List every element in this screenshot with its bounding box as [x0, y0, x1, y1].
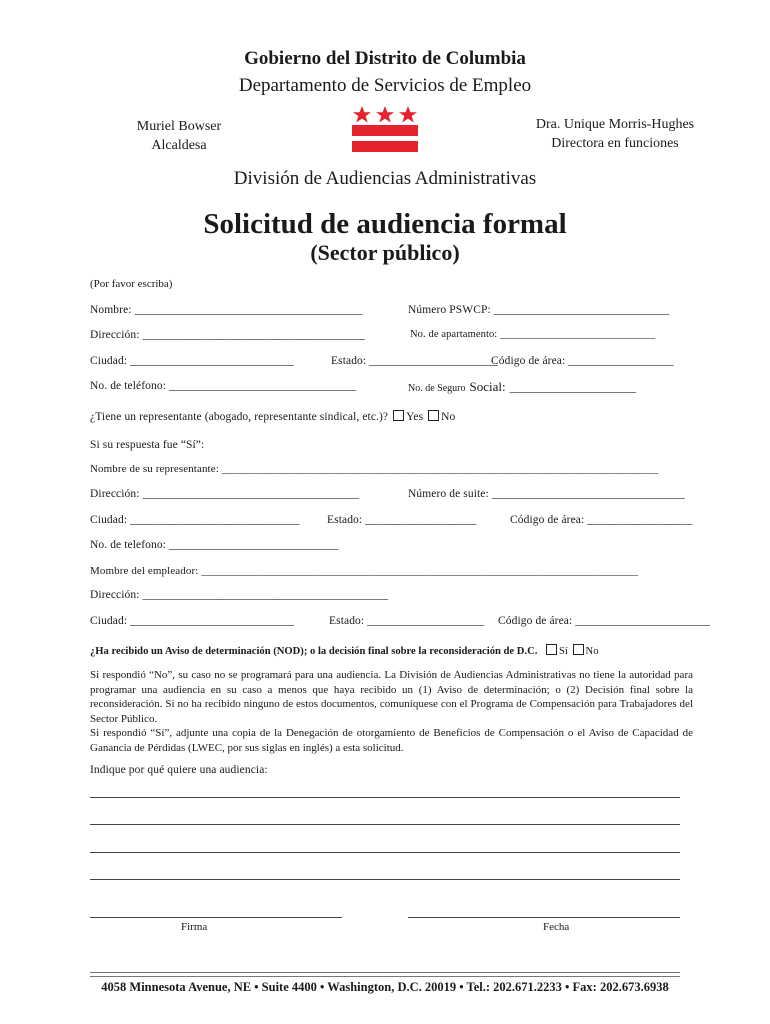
rep-area-code-field[interactable]: Código de área: __________________	[510, 514, 693, 526]
nod-question-text: ¿Ha recibido un Aviso de determinación (NOD); o la decisión final sobre la reconsideración de D.C.	[90, 646, 538, 657]
address-field[interactable]: Dirección: ______________________________________	[90, 329, 365, 341]
employer-area-code-field[interactable]: Código de área: _______________________	[498, 615, 710, 627]
city-field[interactable]: Ciudad: ____________________________	[90, 355, 294, 367]
rep-state-field[interactable]: Estado: ___________________	[327, 514, 477, 526]
type-note: (Por favor escriba)	[90, 278, 173, 290]
ssn-field[interactable]	[408, 378, 636, 396]
if-yes-note: Si su respuesta fue “Sí”:	[90, 439, 205, 451]
rep-suite-field[interactable]: Número de suite: _________________________________	[408, 488, 685, 500]
footer-address: 4058 Minnesota Avenue, NE • Suite 4400 • Washington, D.C. 20019 • Tel.: 202.671.2233 • Fax: 202.673.6938	[101, 980, 669, 994]
nod-yes-label: Sí	[559, 646, 568, 657]
nod-question	[90, 644, 599, 657]
signature-label: Firma	[181, 921, 208, 933]
date-line[interactable]	[408, 917, 680, 918]
reason-prompt: Indique por qué quiere una audiencia:	[90, 764, 268, 776]
date-label: Fecha	[543, 921, 570, 933]
page-title: Solicitud de audiencia formal	[203, 208, 567, 240]
representative-question-text: ¿Tiene un representante (abogado, representante sindical, etc.)?	[90, 411, 389, 423]
flag-star-center	[376, 106, 394, 123]
rep-no-checkbox[interactable]	[428, 410, 439, 421]
representative-name-field[interactable]: Nombre de su representante: ______________________________________________________________________________	[90, 463, 659, 475]
footer-rule	[90, 972, 680, 977]
apartment-field[interactable]: No. de apartamento: _____________________________	[410, 329, 656, 340]
name-field[interactable]: Nombre: _______________________________________	[90, 304, 363, 316]
reason-line-3[interactable]	[90, 852, 680, 853]
page-subtitle: (Sector público)	[310, 240, 460, 265]
employer-address-field[interactable]: Dirección: __________________________________________	[90, 589, 389, 601]
ssn-prefix: No. de Seguro	[408, 383, 466, 394]
state-field[interactable]: Estado: ______________________	[331, 355, 498, 367]
rep-city-field[interactable]: Ciudad: _____________________________	[90, 514, 300, 526]
employer-state-field[interactable]: Estado: ____________________	[329, 615, 485, 627]
rep-address-field[interactable]: Dirección: _____________________________________	[90, 488, 359, 500]
reason-line-2[interactable]	[90, 824, 680, 825]
rep-no-label: No	[441, 411, 456, 423]
phone-field[interactable]: No. de teléfono: ________________________________	[90, 380, 357, 392]
mayor-name: Muriel Bowser	[136, 119, 222, 134]
nod-yes-checkbox[interactable]	[546, 644, 557, 655]
nod-no-checkbox[interactable]	[573, 644, 584, 655]
area-code-field[interactable]: Código de área: __________________	[491, 355, 674, 367]
dc-flag-icon	[352, 106, 418, 154]
nod-no-label: No	[585, 646, 599, 657]
yes-answer-paragraph: Si respondió “Sí”, adjunte una copia de la Denegación de otorgamiento de Beneficios de Compensación o el Aviso de Capacidad de Ganancia de Pérdidas (LWEC, por sus siglas en inglés) a esta solicitud.	[90, 727, 693, 754]
reason-line-1[interactable]	[90, 797, 680, 798]
signature-line[interactable]	[90, 917, 342, 918]
director-name: Dra. Unique Morris-Hughes	[535, 117, 695, 132]
department-heading: Departamento de Servicios de Empleo	[238, 75, 532, 96]
director-title: Directora en funciones	[551, 136, 679, 151]
government-heading: Gobierno del Distrito de Columbia	[244, 48, 526, 69]
reason-line-4[interactable]	[90, 879, 680, 880]
flag-bar-top	[352, 125, 418, 136]
representative-question	[90, 410, 455, 423]
division-heading: División de Audiencias Administrativas	[233, 168, 537, 189]
flag-bar-bottom	[352, 141, 418, 152]
mayor-title: Alcaldesa	[151, 138, 207, 153]
rep-yes-checkbox[interactable]	[393, 410, 404, 421]
ssn-label: Social:	[469, 379, 506, 394]
pswcp-number-field[interactable]: Número PSWCP: ______________________________	[408, 304, 670, 316]
no-answer-paragraph: Si respondió “No”, su caso no se programará para una audiencia. La División de Audiencias Administrativas no tiene la autoridad para programar una audiencia en su caso a menos que haya recibido un (1) Aviso de determinación; o (2) Decisión final sobre la reconsideración. Si no ha recibido ninguno de estos documentos, comuníquese con el Programa de Compensación para Trabajadores del Sector Público.	[90, 669, 693, 725]
rep-phone-field[interactable]: No. de telefono: _____________________________	[90, 539, 339, 551]
flag-star-right	[399, 106, 417, 123]
rep-yes-label: Yes	[406, 411, 424, 423]
ssn-blank: ______________________	[509, 382, 637, 394]
director-block	[525, 115, 705, 153]
flag-star-left	[353, 106, 371, 123]
employer-city-field[interactable]: Ciudad: ____________________________	[90, 615, 294, 627]
employer-name-field[interactable]: Mombre del empleador: ______________________________________________________________________________	[90, 565, 639, 577]
mayor-block	[118, 117, 240, 155]
